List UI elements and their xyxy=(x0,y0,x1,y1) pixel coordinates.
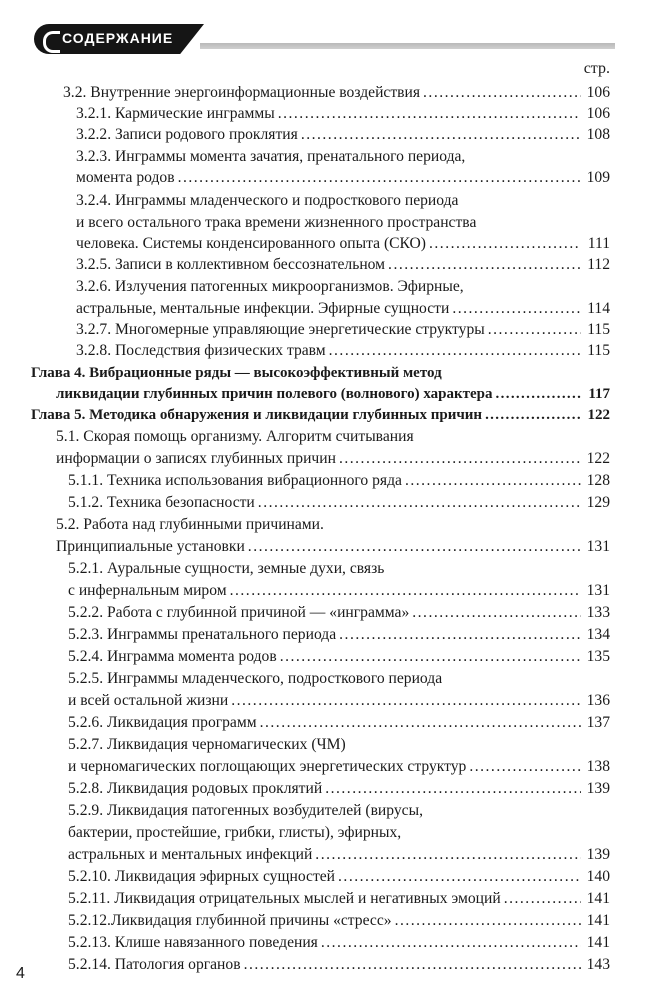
toc-line[interactable]: с инфернальным миром . . . 131 xyxy=(68,580,610,602)
toc-line[interactable]: 3.2. Внутренние энергоинформационные воздействия . . . 106 xyxy=(63,82,610,104)
toc-line: 3.2.6. Излучения патогенных микроорганизмов. Эфирные, xyxy=(76,278,464,295)
toc-line[interactable]: 5.2.3. Инграммы пренатального периода . . . 134 xyxy=(68,624,610,646)
swoosh-icon xyxy=(43,31,60,53)
toc-line: 5.2.1. Ауральные сущности, земные духи, связь xyxy=(68,560,385,577)
toc-line[interactable]: 5.2.12.Ликвидация глубинной причины «стресс» . . . 141 xyxy=(68,910,610,932)
page-number: 4 xyxy=(16,965,25,982)
toc-line[interactable]: 5.2.14. Патология органов . . . 143 xyxy=(68,954,610,976)
toc-line[interactable]: и черномагических поглощающих энергетических структур . . . 138 xyxy=(68,756,610,778)
toc-line[interactable]: 3.2.5. Записи в коллективном бессознательном . . . 112 xyxy=(76,254,610,276)
toc-line: 3.2.4. Инграммы младенческого и подросткового периода xyxy=(76,192,459,209)
toc-line: 5.2.9. Ликвидация патогенных возбудителей (вирусы, xyxy=(68,802,423,819)
toc-line[interactable]: 5.2.4. Инграмма момента родов . . . 135 xyxy=(68,646,610,668)
toc-line[interactable]: 5.1.2. Техника безопасности . . . 129 xyxy=(68,492,610,514)
toc-line[interactable]: 3.2.1. Кармические инграммы . . . 106 xyxy=(76,103,610,125)
toc-line[interactable]: 3.2.8. Последствия физических травм . . . 115 xyxy=(76,340,610,362)
toc-line: 5.2.5. Инграммы младенческого, подросткового периода xyxy=(68,670,443,687)
toc-chapter-line[interactable]: ликвидации глубинных причин полевого (волнового) характера . . . 117 xyxy=(56,383,610,405)
toc-line[interactable]: информации о записях глубинных причин . . . 122 xyxy=(56,448,610,470)
header-rule xyxy=(200,43,615,49)
toc-line[interactable]: Принципиальные установки . . . 131 xyxy=(56,536,610,558)
toc-line[interactable]: момента родов . . . 109 xyxy=(76,167,610,189)
toc-line[interactable]: астральных и ментальных инфекций . . . 139 xyxy=(68,844,610,866)
toc-line: 5.2. Работа над глубинными причинами. xyxy=(56,516,324,533)
toc-line[interactable]: человека. Системы конденсированного опыта (СКО) . . . 111 xyxy=(76,233,610,255)
toc-line[interactable]: 5.1.1. Техника использования вибрационного ряда . . . 128 xyxy=(68,470,610,492)
page-column-label: стр. xyxy=(583,60,610,77)
toc-chapter-line[interactable]: Глава 5. Методика обнаружения и ликвидации глубинных причин . . . 122 xyxy=(31,404,610,426)
toc-line: 5.2.7. Ликвидация черномагических (ЧМ) xyxy=(68,736,346,753)
toc-line: 5.1. Скорая помощь организму. Алгоритм считывания xyxy=(56,428,414,445)
page-title: СОДЕРЖАНИЕ xyxy=(62,30,174,46)
toc-line[interactable]: 5.2.2. Работа с глубинной причиной — «инграмма» . . . 133 xyxy=(68,602,610,624)
toc-line[interactable]: 5.2.13. Клише навязанного поведения . . . 141 xyxy=(68,932,610,954)
toc-line: и всего остального трака времени жизненного пространства xyxy=(76,214,477,231)
toc-line: 3.2.3. Инграммы момента зачатия, пренатального периода, xyxy=(76,148,466,165)
toc-line[interactable]: и всей остальной жизни . . . 136 xyxy=(68,690,610,712)
toc-line[interactable]: астральные, ментальные инфекции. Эфирные сущности . . . 114 xyxy=(76,298,610,320)
toc-line[interactable]: 5.2.8. Ликвидация родовых проклятий . . . 139 xyxy=(68,778,610,800)
toc-line[interactable]: 5.2.6. Ликвидация программ . . . 137 xyxy=(68,712,610,734)
toc-line[interactable]: 5.2.10. Ликвидация эфирных сущностей . . . 140 xyxy=(68,866,610,888)
toc-line[interactable]: 3.2.2. Записи родового проклятия . . . 108 xyxy=(76,124,610,146)
toc-line[interactable]: 3.2.7. Многомерные управляющие энергетические структуры . . . 115 xyxy=(76,319,610,341)
toc-chapter-line: Глава 4. Вибрационные ряды — высокоэффективный метод xyxy=(31,365,442,381)
toc-line[interactable]: 5.2.11. Ликвидация отрицательных мыслей и негативных эмоций . . . 141 xyxy=(68,888,610,910)
toc-line: бактерии, простейшие, грибки, глисты), эфирных, xyxy=(68,824,402,841)
